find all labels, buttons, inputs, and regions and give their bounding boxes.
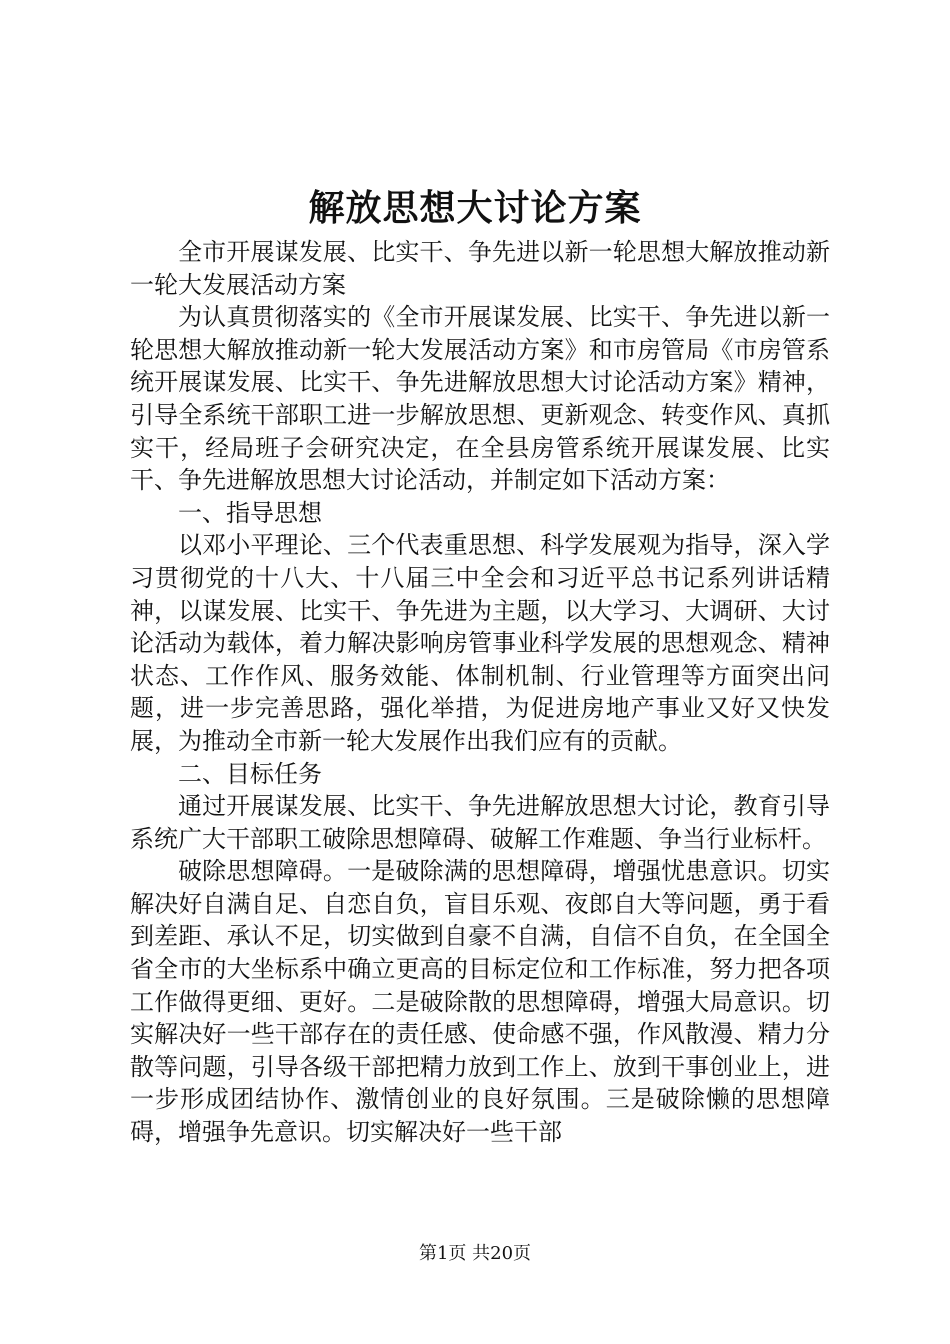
paragraph-purpose: 为认真贯彻落实的《全市开展谋发展、比实干、争先进以新一轮思想大解放推动新一轮大发展活动方案》和市房管局《市房管系统开展谋发展、比实干、争先进解放思想大讨论活动方案》精神，引导全系统干部职工进一步解放思想、更新观念、转变作风、真抓实干，经局班子会研究决定，在全县房管系统开展谋发展、比实干、争先进解放思想大讨论活动，并制定如下活动方案： [130, 303, 830, 495]
paragraph-break-barriers: 破除思想障碍。一是破除满的思想障碍，增强忧患意识。切实解决好自满自足、自恋自负，盲目乐观、夜郎自大等问题，勇于看到差距、承认不足，切实做到自豪不自满，自信不自负，在全国全省全市的大坐标系中确立更高的目标定位和工作标准，努力把各项工作做得更细、更好。二是破除散的思想障碍，增强大局意识。切实解决好一些干部存在的责任感、使命感不强，作风散漫、精力分散等问题，引导各级干部把精力放到工作上、放到干事创业上，进一步形成团结协作、激情创业的良好氛围。三是破除懒的思想障碍，增强争先意识。切实解决好一些干部 [130, 857, 830, 1147]
paragraph-intro-title: 全市开展谋发展、比实干、争先进以新一轮思想大解放推动新一轮大发展活动方案 [130, 238, 830, 299]
document-body [130, 236, 830, 1149]
section-heading-guiding-thought: 一、指导思想 [178, 498, 322, 527]
paragraph-guiding-thought: 以邓小平理论、三个代表重思想、科学发展观为指导，深入学习贯彻党的十八大、十八届三中全会和习近平总书记系列讲话精神，以谋发展、比实干、争先进为主题，以大学习、大调研、大讨论活动为载体，着力解决影响房管事业科学发展的思想观念、精神状态、工作作风、服务效能、体制机制、行业管理等方面突出问题，进一步完善思路，强化举措，为促进房地产事业又好又快发展，为推动全市新一轮大发展作出我们应有的贡献。 [130, 531, 830, 755]
section-heading-objectives: 二、目标任务 [178, 759, 322, 788]
paragraph-objectives: 通过开展谋发展、比实干、争先进解放思想大讨论，教育引导系统广大干部职工破除思想障碍、破解工作难题、争当行业标杆。 [130, 792, 830, 853]
page-indicator: 第1页 共20页 [418, 1243, 532, 1264]
document-title: 解放思想大讨论方案 [308, 187, 642, 229]
